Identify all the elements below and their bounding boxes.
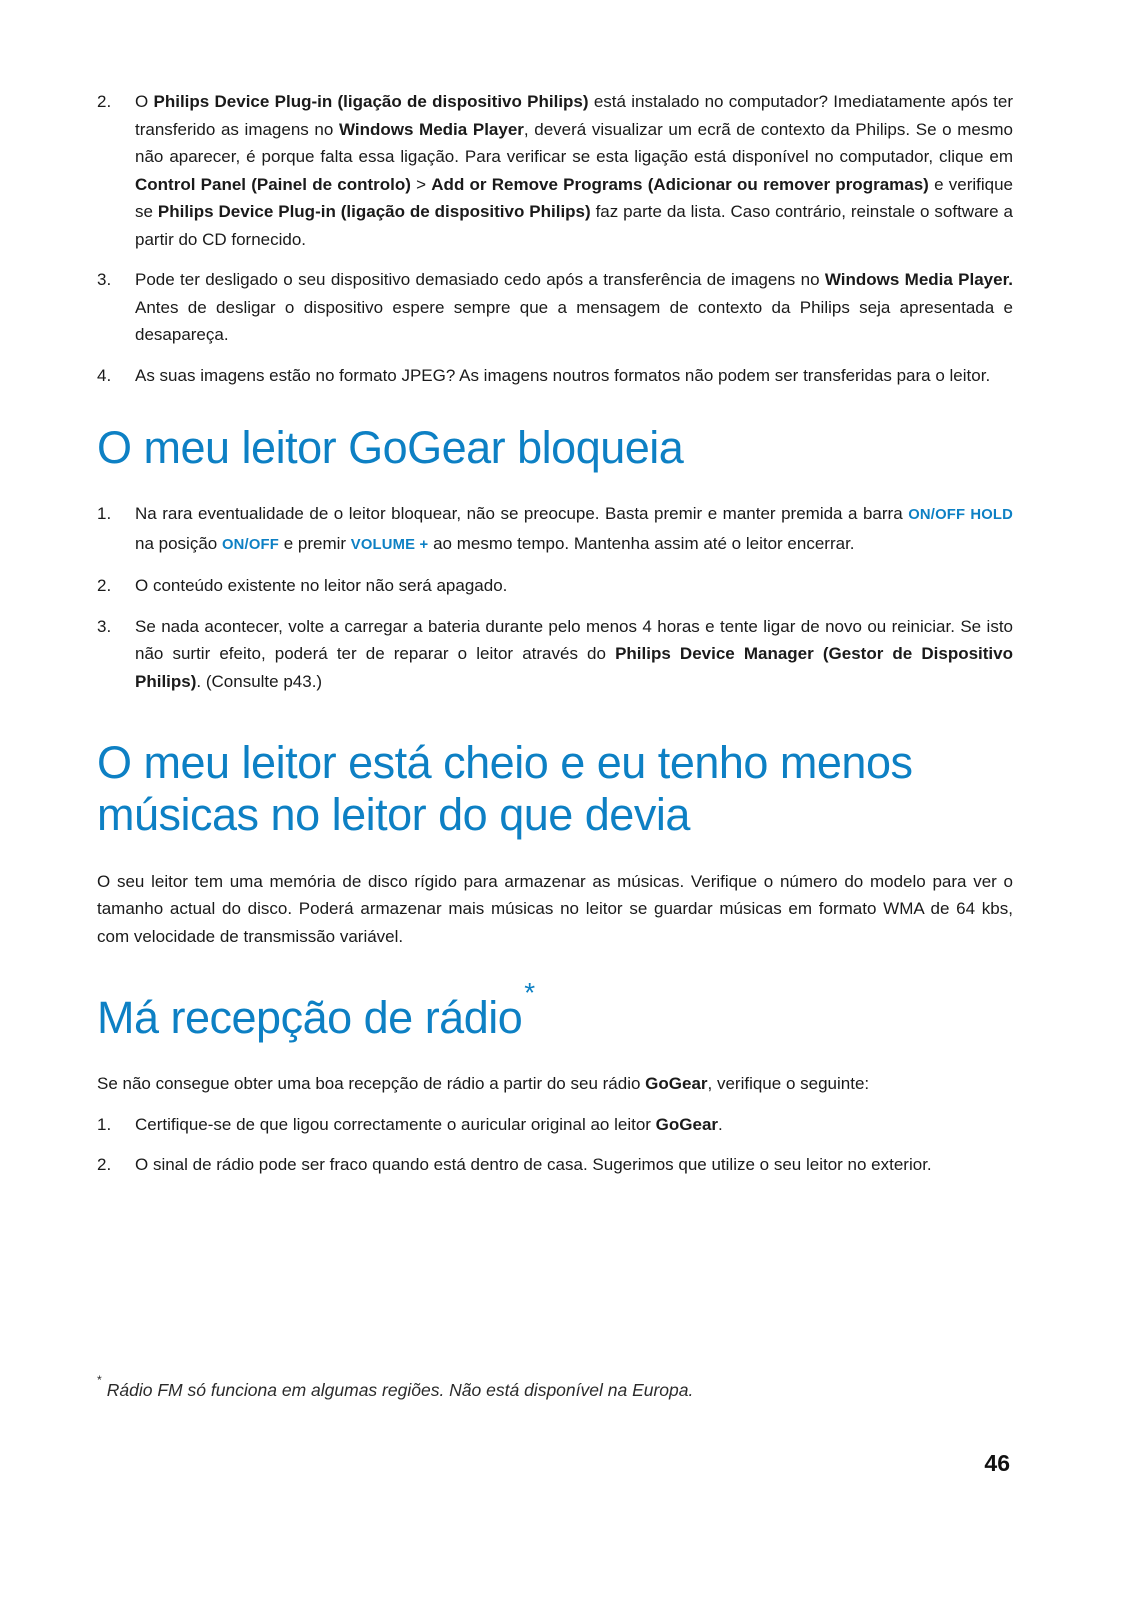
item-text bbox=[135, 1151, 1013, 1179]
text-segment-normal: e verifique se bbox=[135, 174, 1013, 221]
text-segment-normal: ao mesmo tempo. Mantenha assim até o leitor encerrar. bbox=[428, 533, 855, 553]
text-segment-normal: > bbox=[410, 174, 432, 194]
text-segment-normal: As suas imagens estão no formato JPEG? As imagens noutros formatos não podem ser transferidas para o leitor. bbox=[135, 365, 991, 385]
radio-intro-paragraph bbox=[97, 1070, 1013, 1098]
player-full-paragraph: O seu leitor tem uma memória de disco rígido para armazenar as músicas. Verifique o número do modelo para ver o tamanho actual do disco. Poderá armazenar mais músicas no leitor se guardar músicas em formato WMA de 64 kbs, com velocidade de transmissão variável. bbox=[97, 871, 1013, 946]
text-segment-normal: O bbox=[135, 92, 154, 111]
text-segment-bold: Add or Remove Programs (Adicionar ou remover programas) bbox=[431, 174, 929, 194]
text-segment-normal: Se não consegue obter uma boa recepção de rádio a partir do seu rádio bbox=[97, 1074, 646, 1094]
section-title-player-full: O meu leitor está cheio e eu tenho menos músicas no leitor do que devia bbox=[97, 737, 913, 841]
text-segment-normal: , deverá visualizar um ecrã de contexto da Philips. Se o mesmo não aparecer, é porque falta essa ligação. Para verificar se esta ligação está disponível no computador, clique em bbox=[135, 119, 1013, 166]
text-segment-bold: GoGear bbox=[645, 1074, 708, 1094]
list-item bbox=[97, 266, 1013, 349]
text-segment-bold: Control Panel (Painel de controlo) bbox=[135, 174, 411, 194]
text-segment-normal: O conteúdo existente no leitor não será apagado. bbox=[135, 576, 508, 596]
item-number: 1. bbox=[97, 1114, 112, 1134]
text-segment-normal: . (Consulte p43.) bbox=[196, 671, 323, 691]
item-text bbox=[135, 613, 1013, 696]
item-text bbox=[135, 362, 1013, 390]
footnote-asterisk: * bbox=[97, 1372, 102, 1387]
list-item bbox=[97, 362, 1013, 390]
radio-reception-list bbox=[97, 1111, 1013, 1179]
list-item bbox=[97, 1111, 1013, 1139]
list-item bbox=[97, 88, 1013, 253]
section-title-text: Má recepção de rádio bbox=[97, 992, 523, 1044]
text-segment-normal: , verifique o seguinte: bbox=[707, 1074, 870, 1094]
list-item bbox=[97, 613, 1013, 696]
item-text bbox=[135, 88, 1013, 253]
text-segment-normal: Pode ter desligado o seu dispositivo demasiado cedo após a transferência de imagens no bbox=[135, 270, 825, 289]
item-number: 2. bbox=[97, 1155, 112, 1175]
list-item bbox=[97, 572, 1013, 600]
list-item bbox=[97, 1151, 1013, 1179]
footnote-text: Rádio FM só funciona em algumas regiões. Não está disponível na Europa. bbox=[106, 1379, 694, 1400]
text-segment-normal: Certifique-se de que ligou correctamente o auricular original ao leitor bbox=[135, 1114, 656, 1134]
text-segment-bold: Windows Media Player. bbox=[824, 270, 1013, 289]
text-segment-accent: VOLUME + bbox=[350, 536, 429, 553]
item-text bbox=[135, 266, 1013, 349]
text-segment-normal: Se nada acontecer, volte a carregar a bateria durante pelo menos 4 horas e tente ligar de novo ou reiniciar. Se isto não surtir efeito, poderá ter de reparar o leitor através do bbox=[135, 616, 1013, 664]
text-segment-normal: na posição bbox=[135, 533, 222, 553]
text-segment-normal: e premir bbox=[279, 533, 351, 553]
text-segment-normal: faz parte da lista. Caso contrário, reinstale o software a partir do CD fornecido. bbox=[135, 202, 1013, 249]
page-number: 46 bbox=[984, 1450, 1010, 1476]
text-segment-normal: está instalado no computador? Imediatamente após ter transferido as imagens no bbox=[135, 92, 1013, 139]
footnote bbox=[97, 1372, 1013, 1401]
text-segment-normal: O sinal de rádio pode ser fraco quando está dentro de casa. Sugerimos que utilize o seu leitor no exterior. bbox=[135, 1155, 932, 1175]
item-text bbox=[135, 572, 1013, 600]
player-locks-list bbox=[97, 500, 1013, 695]
text-segment-bold: Windows Media Player bbox=[338, 119, 524, 139]
item-number: 2. bbox=[97, 576, 112, 596]
item-number: 2. bbox=[97, 92, 112, 111]
manual-page bbox=[97, 88, 1013, 1192]
item-number: 3. bbox=[97, 270, 112, 289]
text-segment-normal: . bbox=[718, 1114, 723, 1134]
text-segment-accent: ON/OFF bbox=[221, 536, 279, 553]
item-text bbox=[135, 500, 1013, 559]
text-segment-bold: Philips Device Plug-in (ligação de dispositivo Philips) bbox=[153, 92, 589, 111]
text-segment-accent: ON/OFF HOLD bbox=[908, 507, 1013, 524]
image-transfer-troubleshooting-list bbox=[97, 88, 1013, 389]
section-title-player-locks: O meu leitor GoGear bloqueia bbox=[97, 422, 684, 473]
footnote-reference-asterisk: * bbox=[524, 976, 535, 1008]
item-text bbox=[135, 1111, 1013, 1139]
item-number: 3. bbox=[97, 616, 112, 636]
text-segment-normal: Na rara eventualidade de o leitor bloquear, não se preocupe. Basta premir e manter premida a barra bbox=[135, 504, 909, 524]
list-item bbox=[97, 500, 1013, 559]
item-number: 4. bbox=[97, 365, 112, 385]
text-segment-bold: GoGear bbox=[655, 1114, 719, 1134]
item-number: 1. bbox=[97, 504, 112, 524]
text-segment-bold: Philips Device Plug-in (ligação de dispositivo Philips) bbox=[157, 202, 591, 221]
section-title-radio-reception bbox=[97, 976, 1013, 1044]
text-segment-normal: Antes de desligar o dispositivo espere sempre que a mensagem de contexto da Philips seja apresentada e desapareça. bbox=[135, 297, 1013, 344]
text-segment-bold: Philips Device Manager (Gestor de Dispositivo Philips) bbox=[135, 644, 1013, 691]
